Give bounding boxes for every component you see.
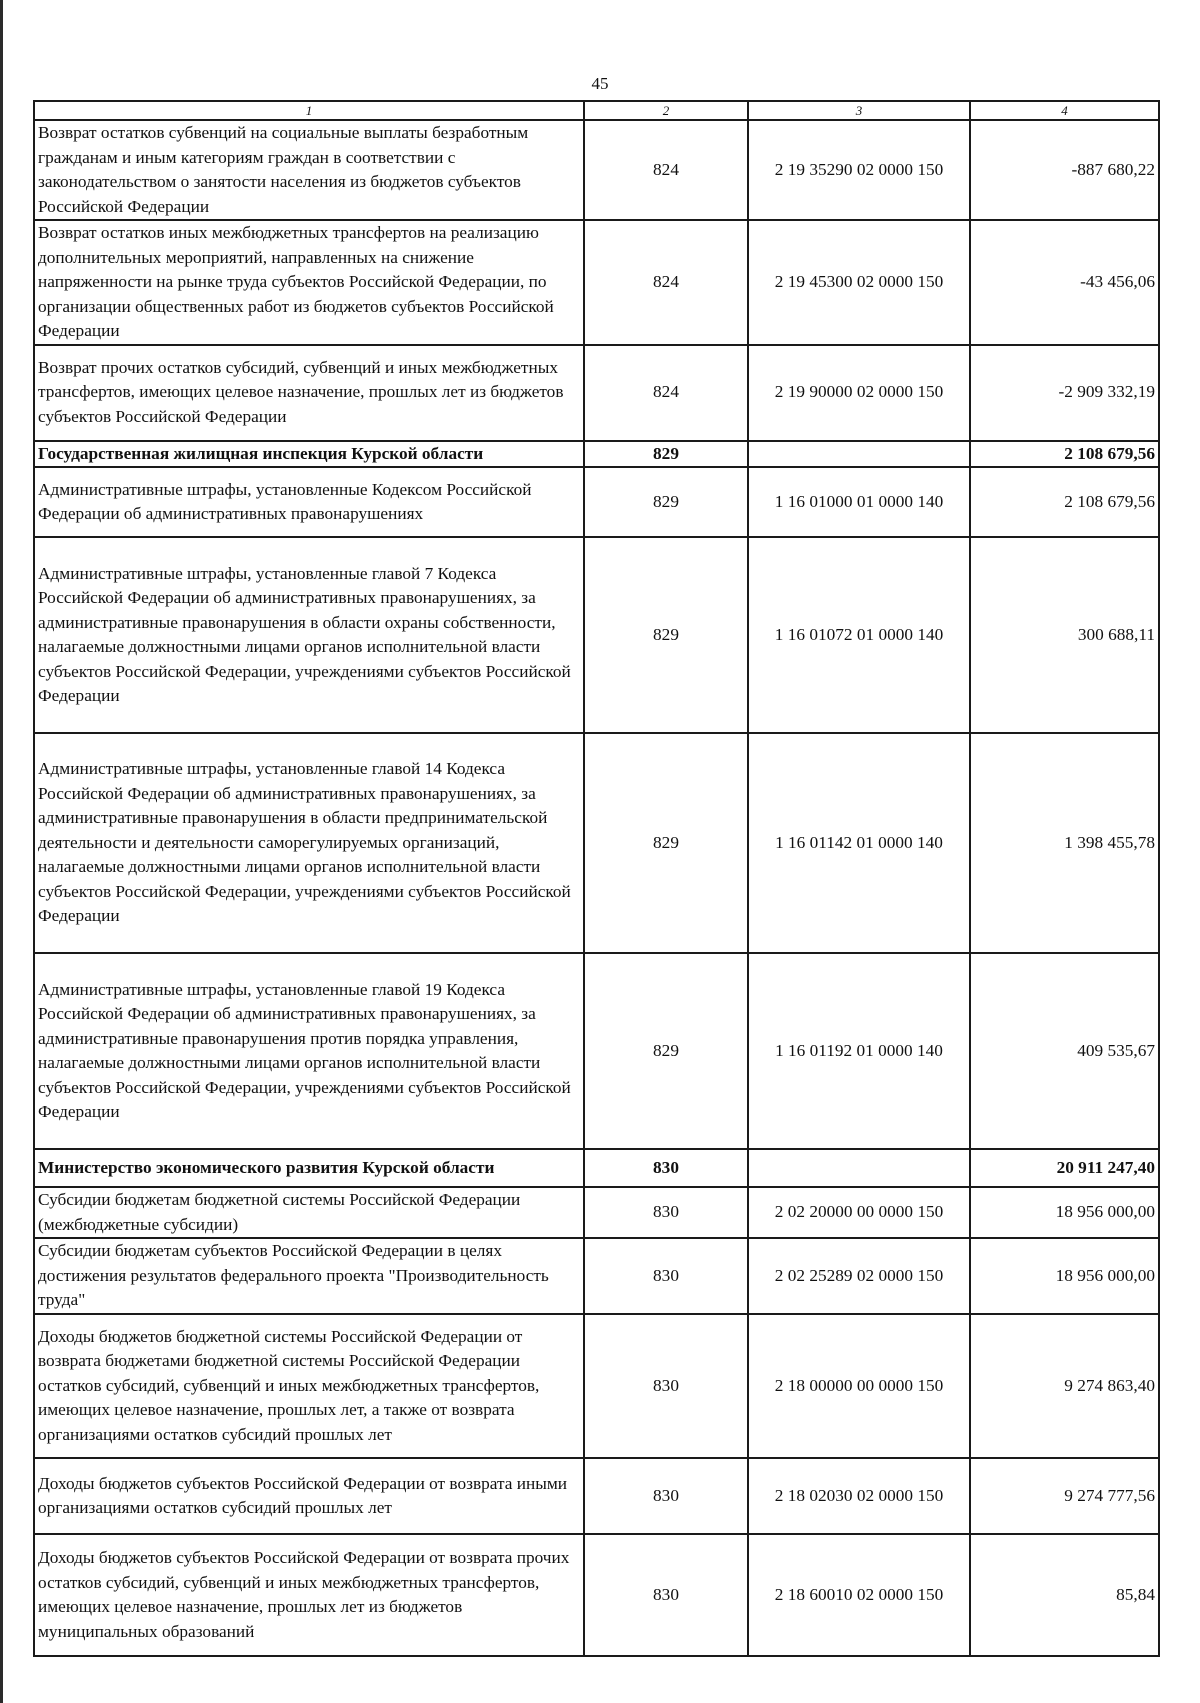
row-name: Административные штрафы, установленные главой 7 Кодекса Российской Федерации об административных правонарушениях, за административные правонарушения в области охраны собственности, налагаемые должностными лицами органов исполнительной власти субъектов Российской Федерации, учреждениями субъектов Российской Федерации: [34, 537, 584, 733]
row-name: Возврат остатков иных межбюджетных трансфертов на реализацию дополнительных мероприятий, направленных на снижение напряженности на рынке труда субъектов Российской Федерации, по организации общественных работ из бюджетов субъектов Российской Федерации: [34, 220, 584, 345]
row-admin-code: 829: [584, 467, 748, 537]
row-name: Министерство экономического развития Курской области: [34, 1149, 584, 1187]
row-name: Доходы бюджетов субъектов Российской Федерации от возврата прочих остатков субсидий, субвенций и иных межбюджетных трансфертов, имеющих целевое назначение, прошлых лет из бюджетов муниципальных образований: [34, 1534, 584, 1656]
scan-edge: [0, 0, 3, 1703]
row-admin-code: 830: [584, 1187, 748, 1238]
row-name: Государственная жилищная инспекция Курской области: [34, 441, 584, 468]
row-amount: -43 456,06: [970, 220, 1159, 345]
row-amount: 2 108 679,56: [970, 441, 1159, 468]
row-admin-code: 829: [584, 733, 748, 953]
row-budget-code: 1 16 01000 01 0000 140: [748, 467, 970, 537]
row-admin-code: 824: [584, 120, 748, 220]
row-amount: 300 688,11: [970, 537, 1159, 733]
row-budget-code: 2 18 60010 02 0000 150: [748, 1534, 970, 1656]
row-amount: 18 956 000,00: [970, 1238, 1159, 1314]
table-row: [34, 733, 1159, 953]
row-admin-code: 824: [584, 220, 748, 345]
row-budget-code: 2 19 35290 02 0000 150: [748, 120, 970, 220]
row-budget-code: 1 16 01192 01 0000 140: [748, 953, 970, 1149]
table-row: [34, 220, 1159, 345]
row-admin-code: 829: [584, 953, 748, 1149]
row-amount: 20 911 247,40: [970, 1149, 1159, 1187]
table-row: [34, 1314, 1159, 1458]
row-budget-code: 2 19 45300 02 0000 150: [748, 220, 970, 345]
row-budget-code: 2 18 00000 00 0000 150: [748, 1314, 970, 1458]
row-amount: 2 108 679,56: [970, 467, 1159, 537]
row-amount: -887 680,22: [970, 120, 1159, 220]
row-name: Доходы бюджетов бюджетной системы Российской Федерации от возврата бюджетами бюджетной системы Российской Федерации остатков субсидий, субвенций и иных межбюджетных трансфертов, имеющих целевое назначение, прошлых лет, а также от возврата организациями остатков субсидий прошлых лет: [34, 1314, 584, 1458]
row-admin-code: 830: [584, 1534, 748, 1656]
row-amount: 409 535,67: [970, 953, 1159, 1149]
table-row: [34, 1187, 1159, 1238]
column-number: 3: [748, 101, 970, 120]
row-budget-code: [748, 1149, 970, 1187]
column-number: 4: [970, 101, 1159, 120]
table-row: [34, 953, 1159, 1149]
row-admin-code: 829: [584, 537, 748, 733]
row-admin-code: 830: [584, 1238, 748, 1314]
row-budget-code: [748, 441, 970, 468]
row-budget-code: 2 02 25289 02 0000 150: [748, 1238, 970, 1314]
table-row: [34, 537, 1159, 733]
row-name: Доходы бюджетов субъектов Российской Федерации от возврата иными организациями остатков субсидий прошлых лет: [34, 1458, 584, 1534]
page-number: 45: [591, 74, 609, 93]
row-amount: 9 274 863,40: [970, 1314, 1159, 1458]
row-name: Субсидии бюджетам бюджетной системы Российской Федерации (межбюджетные субсидии): [34, 1187, 584, 1238]
row-name: Административные штрафы, установленные главой 19 Кодекса Российской Федерации об административных правонарушениях, за административные правонарушения против порядка управления, налагаемые должностными лицами органов исполнительной власти субъектов Российской Федерации, учреждениями субъектов Российской Федерации: [34, 953, 584, 1149]
row-budget-code: 1 16 01072 01 0000 140: [748, 537, 970, 733]
column-number: 1: [34, 101, 584, 120]
table-row: [34, 1238, 1159, 1314]
budget-table: [33, 100, 1160, 1657]
row-amount: 85,84: [970, 1534, 1159, 1656]
column-number-row: [34, 101, 1159, 120]
row-name: Субсидии бюджетам субъектов Российской Федерации в целях достижения результатов федерального проекта "Производительность труда": [34, 1238, 584, 1314]
row-name: Административные штрафы, установленные главой 14 Кодекса Российской Федерации об административных правонарушениях, за административные правонарушения в области предпринимательской деятельности и деятельности саморегулируемых организаций, налагаемые должностными лицами органов исполнительной власти субъектов Российской Федерации, учреждениями субъектов Российской Федерации: [34, 733, 584, 953]
row-amount: 1 398 455,78: [970, 733, 1159, 953]
table-row: [34, 345, 1159, 441]
table-row: [34, 1458, 1159, 1534]
row-amount: -2 909 332,19: [970, 345, 1159, 441]
row-admin-code: 830: [584, 1458, 748, 1534]
row-amount: 9 274 777,56: [970, 1458, 1159, 1534]
row-admin-code: 824: [584, 345, 748, 441]
row-budget-code: 2 18 02030 02 0000 150: [748, 1458, 970, 1534]
row-admin-code: 830: [584, 1314, 748, 1458]
row-admin-code: 829: [584, 441, 748, 468]
table-row-section-header: [34, 1149, 1159, 1187]
row-budget-code: 2 19 90000 02 0000 150: [748, 345, 970, 441]
row-admin-code: 830: [584, 1149, 748, 1187]
table-row: [34, 467, 1159, 537]
row-name: Административные штрафы, установленные Кодексом Российской Федерации об административных правонарушениях: [34, 467, 584, 537]
column-number: 2: [584, 101, 748, 120]
table-row: [34, 1534, 1159, 1656]
table-row-section-header: [34, 441, 1159, 468]
table-row: [34, 120, 1159, 220]
row-name: Возврат прочих остатков субсидий, субвенций и иных межбюджетных трансфертов, имеющих целевое назначение, прошлых лет из бюджетов субъектов Российской Федерации: [34, 345, 584, 441]
row-budget-code: 2 02 20000 00 0000 150: [748, 1187, 970, 1238]
row-amount: 18 956 000,00: [970, 1187, 1159, 1238]
row-name: Возврат остатков субвенций на социальные выплаты безработным гражданам и иным категориям граждан в соответствии с законодательством о занятости населения из бюджетов субъектов Российской Федерации: [34, 120, 584, 220]
row-budget-code: 1 16 01142 01 0000 140: [748, 733, 970, 953]
